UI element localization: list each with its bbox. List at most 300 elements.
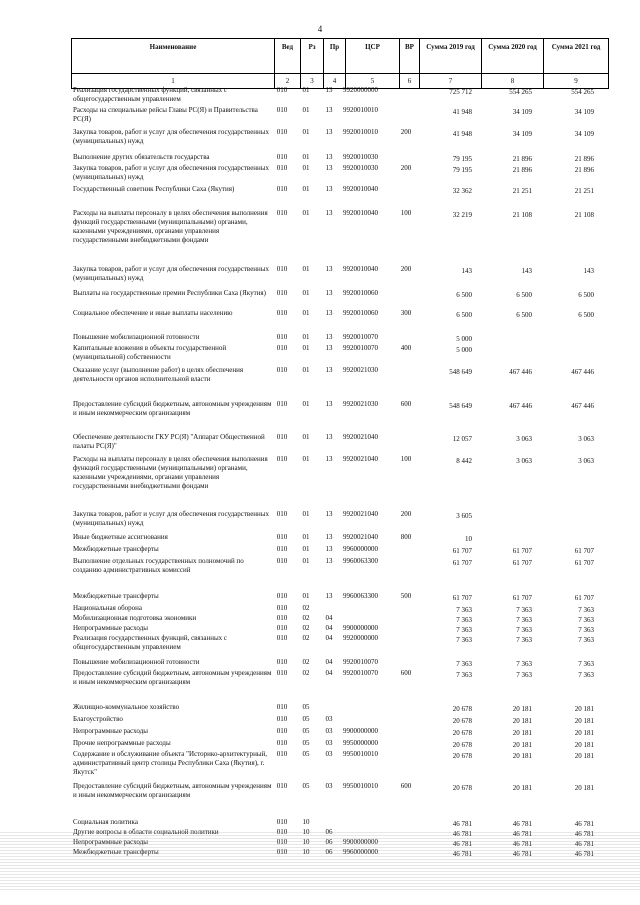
cell-csr: 9960000000 [343, 848, 378, 856]
cell-s19: 32 219 [452, 211, 472, 219]
cell-csr: 9920000000 [343, 86, 378, 94]
cell-s20: 34 109 [512, 108, 532, 116]
cell-s20: 34 109 [512, 130, 532, 138]
cell-csr: 9960063300 [343, 557, 378, 565]
cell-rz: 01 [302, 164, 310, 172]
cell-ved: 010 [276, 614, 288, 622]
cell-csr: 9900000000 [343, 727, 378, 735]
cell-s21: 7 363 [578, 626, 594, 634]
header-2019: Сумма 2019 год [420, 39, 482, 73]
cell-pr: 13 [325, 209, 333, 217]
cell-s19: 20 678 [452, 741, 472, 749]
cell-pr: 03 [325, 739, 333, 747]
cell-pr: 13 [325, 592, 333, 600]
row-name: Выполнение других обязательств государства [73, 153, 210, 161]
cell-s19: 5 000 [456, 335, 472, 343]
col-num: 9 [544, 73, 608, 89]
cell-s19: 46 781 [452, 840, 472, 848]
cell-rz: 01 [302, 533, 310, 541]
cell-vr: 100 [400, 209, 412, 217]
cell-s19: 3 605 [456, 512, 472, 520]
cell-ved: 010 [276, 739, 288, 747]
cell-csr: 9950010010 [343, 750, 378, 758]
cell-s21: 467 446 [571, 368, 594, 376]
cell-csr: 9920010070 [343, 333, 378, 341]
cell-s19: 79 195 [452, 155, 472, 163]
cell-vr: 500 [400, 592, 412, 600]
cell-s19: 6 500 [456, 311, 472, 319]
row-name: Прочие непрограммные расходы [73, 739, 171, 747]
cell-pr: 03 [325, 782, 333, 790]
row-name: Закупка товаров, работ и услуг для обеспечения государственных (муниципальных) нужд [73, 164, 270, 181]
cell-s21: 20 181 [574, 784, 594, 792]
cell-s20: 3 063 [516, 457, 532, 465]
cell-s21: 46 781 [574, 820, 594, 828]
cell-s20: 20 181 [512, 784, 532, 792]
row-name: Благоустройство [73, 715, 123, 723]
cell-rz: 10 [302, 828, 310, 836]
cell-s20: 554 265 [509, 88, 532, 96]
cell-csr: 9920010070 [343, 344, 378, 352]
cell-ved: 010 [276, 455, 288, 463]
cell-ved: 010 [276, 634, 288, 642]
row-name: Предоставление субсидий бюджетным, автономным учреждениям и иным некоммерческим организациям [73, 669, 272, 686]
cell-ved: 010 [276, 750, 288, 758]
cell-rz: 05 [302, 782, 310, 790]
cell-csr: 9920010040 [343, 209, 378, 217]
cell-s21: 61 707 [574, 559, 594, 567]
row-name: Обеспечение деятельности ГКУ РС(Я) "Аппарат Общественной палаты РС(Я)" [73, 433, 265, 450]
cell-s20: 7 363 [516, 616, 532, 624]
cell-s21: 20 181 [574, 717, 594, 725]
cell-rz: 10 [302, 818, 310, 826]
cell-rz: 02 [302, 624, 310, 632]
cell-ved: 010 [276, 400, 288, 408]
cell-s20: 6 500 [516, 311, 532, 319]
cell-s19: 143 [461, 267, 472, 275]
cell-s20: 467 446 [509, 402, 532, 410]
cell-s19: 6 500 [456, 291, 472, 299]
row-name: Мобилизационная подготовка экономики [73, 614, 197, 622]
cell-csr: 9920021040 [343, 510, 378, 518]
cell-pr: 03 [325, 715, 333, 723]
cell-pr: 13 [325, 400, 333, 408]
cell-s20: 21 896 [512, 155, 532, 163]
cell-s19: 548 649 [449, 368, 472, 376]
cell-pr: 03 [325, 750, 333, 758]
cell-csr: 9920010070 [343, 669, 378, 677]
row-name: Содержание и обслуживание объекта "Историко-архитектурный, административный центр столицы Республики Саха (Якутия), г. Якутск" [73, 750, 268, 776]
cell-s19: 61 707 [452, 559, 472, 567]
cell-rz: 01 [302, 289, 310, 297]
cell-s20: 7 363 [516, 636, 532, 644]
row-name: Предоставление субсидий бюджетным, автономным учреждениям и иным некоммерческим организациям [73, 400, 272, 417]
cell-vr: 400 [400, 344, 412, 352]
cell-s19: 46 781 [452, 830, 472, 838]
cell-rz: 05 [302, 715, 310, 723]
cell-s21: 20 181 [574, 705, 594, 713]
cell-s21: 20 181 [574, 729, 594, 737]
cell-s20: 7 363 [516, 626, 532, 634]
cell-s20: 21 896 [512, 166, 532, 174]
cell-s21: 34 109 [574, 108, 594, 116]
cell-pr: 13 [325, 106, 333, 114]
cell-ved: 010 [276, 265, 288, 273]
cell-s20: 46 781 [512, 830, 532, 838]
cell-vr: 300 [400, 309, 412, 317]
cell-s20: 46 781 [512, 850, 532, 858]
cell-s19: 725 712 [449, 88, 472, 96]
cell-csr: 9920010010 [343, 128, 378, 136]
cell-rz: 01 [302, 366, 310, 374]
cell-pr: 06 [325, 828, 333, 836]
row-name: Предоставление субсидий бюджетным, автономным учреждениям и иным некоммерческим организациям [73, 782, 272, 799]
cell-s21: 7 363 [578, 616, 594, 624]
cell-s21: 46 781 [574, 840, 594, 848]
cell-pr: 13 [325, 265, 333, 273]
row-name: Закупка товаров, работ и услуг для обеспечения государственных (муниципальных) нужд [73, 128, 270, 145]
cell-s19: 5 000 [456, 346, 472, 354]
cell-rz: 01 [302, 433, 310, 441]
header-2020: Сумма 2020 год [482, 39, 544, 73]
cell-csr: 9920010030 [343, 153, 378, 161]
cell-pr: 13 [325, 153, 333, 161]
cell-csr: 9920010040 [343, 185, 378, 193]
cell-ved: 010 [276, 185, 288, 193]
cell-s21: 21 108 [574, 211, 594, 219]
cell-s19: 7 363 [456, 671, 472, 679]
cell-rz: 01 [302, 209, 310, 217]
cell-csr: 9920021030 [343, 400, 378, 408]
cell-ved: 010 [276, 164, 288, 172]
cell-rz: 01 [302, 86, 310, 94]
cell-ved: 010 [276, 309, 288, 317]
cell-csr: 9960063300 [343, 592, 378, 600]
cell-csr: 9900000000 [343, 838, 378, 846]
cell-ved: 010 [276, 658, 288, 666]
cell-ved: 010 [276, 344, 288, 352]
cell-ved: 010 [276, 818, 288, 826]
cell-s19: 32 362 [452, 187, 472, 195]
cell-rz: 01 [302, 510, 310, 518]
cell-rz: 01 [302, 128, 310, 136]
cell-s21: 143 [583, 267, 594, 275]
cell-csr: 9920010060 [343, 309, 378, 317]
cell-rz: 05 [302, 739, 310, 747]
cell-s21: 6 500 [578, 311, 594, 319]
row-name: Выплаты на государственные премии Республики Саха (Якутия) [73, 289, 266, 297]
cell-vr: 200 [400, 510, 412, 518]
cell-rz: 05 [302, 703, 310, 711]
cell-s19: 12 057 [452, 435, 472, 443]
cell-s19: 7 363 [456, 616, 472, 624]
row-name: Непрограммные расходы [73, 838, 148, 846]
cell-pr: 04 [325, 614, 333, 622]
cell-s19: 20 678 [452, 705, 472, 713]
cell-csr: 9900000000 [343, 624, 378, 632]
cell-s19: 8 442 [456, 457, 472, 465]
cell-pr: 13 [325, 510, 333, 518]
row-name: Непрограммные расходы [73, 624, 148, 632]
cell-s21: 554 265 [571, 88, 594, 96]
cell-csr: 9920021030 [343, 366, 378, 374]
cell-s21: 34 109 [574, 130, 594, 138]
cell-pr: 13 [325, 128, 333, 136]
cell-s21: 21 251 [574, 187, 594, 195]
cell-s19: 7 363 [456, 626, 472, 634]
cell-ved: 010 [276, 669, 288, 677]
row-name: Межбюджетные трансферты [73, 545, 159, 553]
cell-s19: 79 195 [452, 166, 472, 174]
cell-pr: 04 [325, 634, 333, 642]
cell-s20: 21 251 [512, 187, 532, 195]
cell-vr: 200 [400, 128, 412, 136]
cell-s20: 467 446 [509, 368, 532, 376]
cell-pr: 13 [325, 86, 333, 94]
row-name: Жилищно-коммунальное хозяйство [73, 703, 180, 711]
cell-s20: 20 181 [512, 717, 532, 725]
cell-rz: 10 [302, 848, 310, 856]
cell-vr: 200 [400, 265, 412, 273]
cell-rz: 02 [302, 658, 310, 666]
row-name: Расходы на выплаты персоналу в целях обеспечения выполнения функций государственными (муниципальными) органами, казенными учреждениями, органами управления государственными внебюджетными фондами [73, 209, 268, 244]
cell-pr: 13 [325, 455, 333, 463]
cell-s20: 61 707 [512, 547, 532, 555]
cell-s20: 61 707 [512, 559, 532, 567]
cell-csr: 9920021040 [343, 455, 378, 463]
cell-pr: 06 [325, 848, 333, 856]
row-name: Расходы на выплаты персоналу в целях обеспечения выполнения функций государственными (муниципальными) органами, казенными учреждениями, органами управления государственными внебюджетными фондами [73, 455, 268, 490]
cell-rz: 01 [302, 557, 310, 565]
cell-ved: 010 [276, 106, 288, 114]
cell-ved: 010 [276, 703, 288, 711]
cell-csr: 9920021040 [343, 533, 378, 541]
cell-ved: 010 [276, 848, 288, 856]
cell-pr: 13 [325, 185, 333, 193]
cell-s19: 7 363 [456, 636, 472, 644]
cell-pr: 06 [325, 838, 333, 846]
cell-s21: 7 363 [578, 671, 594, 679]
cell-s21: 21 896 [574, 166, 594, 174]
cell-s21: 46 781 [574, 830, 594, 838]
page-number: 4 [317, 24, 323, 34]
cell-s20: 7 363 [516, 671, 532, 679]
col-num: 2 [275, 73, 301, 89]
cell-ved: 010 [276, 86, 288, 94]
cell-rz: 01 [302, 592, 310, 600]
cell-s19: 46 781 [452, 850, 472, 858]
cell-pr: 13 [325, 333, 333, 341]
cell-s19: 10 [465, 535, 472, 543]
cell-csr: 9920010040 [343, 265, 378, 273]
cell-s19: 20 678 [452, 717, 472, 725]
header-name: Наименование [72, 39, 275, 73]
cell-s20: 20 181 [512, 741, 532, 749]
row-name: Иные бюджетные ассигнования [73, 533, 168, 541]
cell-s19: 20 678 [452, 752, 472, 760]
cell-s19: 61 707 [452, 594, 472, 602]
cell-pr: 13 [325, 366, 333, 374]
cell-vr: 600 [400, 782, 412, 790]
cell-rz: 05 [302, 727, 310, 735]
row-name: Закупка товаров, работ и услуг для обеспечения государственных (муниципальных) нужд [73, 265, 270, 282]
cell-s20: 46 781 [512, 820, 532, 828]
cell-csr: 9920021040 [343, 433, 378, 441]
cell-pr: 04 [325, 658, 333, 666]
cell-vr: 100 [400, 455, 412, 463]
header-vr: ВР [400, 39, 420, 73]
cell-ved: 010 [276, 209, 288, 217]
col-num: 6 [400, 73, 420, 89]
cell-ved: 010 [276, 545, 288, 553]
cell-rz: 02 [302, 669, 310, 677]
cell-ved: 010 [276, 838, 288, 846]
cell-s20: 6 500 [516, 291, 532, 299]
cell-csr: 9920000000 [343, 634, 378, 642]
cell-s21: 7 363 [578, 636, 594, 644]
col-num: 8 [482, 73, 544, 89]
row-name: Выполнение отдельных государственных полномочий по созданию административных комиссий [73, 557, 244, 574]
cell-pr: 13 [325, 289, 333, 297]
cell-s20: 7 363 [516, 606, 532, 614]
cell-rz: 01 [302, 545, 310, 553]
header-csr: ЦСР [346, 39, 400, 73]
cell-rz: 10 [302, 838, 310, 846]
cell-csr: 9920010010 [343, 106, 378, 114]
cell-s19: 20 678 [452, 784, 472, 792]
cell-s19: 548 649 [449, 402, 472, 410]
cell-ved: 010 [276, 510, 288, 518]
cell-rz: 02 [302, 634, 310, 642]
col-num: 5 [346, 73, 400, 89]
header-pr: Пр [324, 39, 346, 73]
row-name: Национальная оборона [73, 604, 142, 612]
cell-s20: 21 108 [512, 211, 532, 219]
cell-s21: 61 707 [574, 547, 594, 555]
header-ved: Вед [275, 39, 301, 73]
cell-s21: 6 500 [578, 291, 594, 299]
cell-ved: 010 [276, 828, 288, 836]
cell-rz: 01 [302, 106, 310, 114]
cell-csr: 9950000000 [343, 739, 378, 747]
col-num: 4 [324, 73, 346, 89]
header-2021: Сумма 2021 год [551, 43, 601, 51]
cell-s21: 467 446 [571, 402, 594, 410]
row-name: Непрограммные расходы [73, 727, 148, 735]
cell-vr: 600 [400, 400, 412, 408]
cell-rz: 01 [302, 333, 310, 341]
row-name: Другие вопросы в области социальной политики [73, 828, 219, 836]
row-name: Капитальные вложения в объекты государственной (муниципальной) собственности [73, 344, 227, 361]
cell-s21: 21 896 [574, 155, 594, 163]
cell-ved: 010 [276, 153, 288, 161]
cell-s20: 3 063 [516, 435, 532, 443]
cell-ved: 010 [276, 128, 288, 136]
cell-vr: 800 [400, 533, 412, 541]
cell-s21: 20 181 [574, 752, 594, 760]
cell-pr: 03 [325, 727, 333, 735]
cell-rz: 01 [302, 344, 310, 352]
table-header [71, 38, 609, 89]
cell-pr: 13 [325, 309, 333, 317]
cell-csr: 9960000000 [343, 545, 378, 553]
cell-ved: 010 [276, 333, 288, 341]
cell-pr: 13 [325, 533, 333, 541]
cell-rz: 01 [302, 400, 310, 408]
cell-rz: 02 [302, 614, 310, 622]
cell-rz: 01 [302, 185, 310, 193]
cell-ved: 010 [276, 433, 288, 441]
row-name: Оказание услуг (выполнение работ) в целях обеспечения деятельности органов исполнительной власти [73, 366, 244, 383]
cell-ved: 010 [276, 604, 288, 612]
cell-ved: 010 [276, 624, 288, 632]
cell-rz: 02 [302, 604, 310, 612]
row-name: Государственный советник Республики Саха (Якутия) [73, 185, 235, 193]
cell-ved: 010 [276, 715, 288, 723]
cell-ved: 010 [276, 782, 288, 790]
cell-s19: 41 948 [452, 108, 472, 116]
cell-ved: 010 [276, 366, 288, 374]
row-name: Межбюджетные трансферты [73, 592, 159, 600]
cell-ved: 010 [276, 727, 288, 735]
scan-noise [0, 832, 640, 892]
row-name: Повышение мобилизационной готовности [73, 333, 200, 341]
cell-s19: 41 948 [452, 130, 472, 138]
cell-s20: 143 [521, 267, 532, 275]
cell-csr: 9950010010 [343, 782, 378, 790]
cell-ved: 010 [276, 557, 288, 565]
row-name: Закупка товаров, работ и услуг для обеспечения государственных (муниципальных) нужд [73, 510, 270, 527]
cell-s20: 20 181 [512, 705, 532, 713]
row-name: Реализация государственных функций, связанных с общегосударственным управлением [73, 86, 228, 103]
cell-ved: 010 [276, 289, 288, 297]
row-name: Межбюджетные трансферты [73, 848, 159, 856]
cell-vr: 600 [400, 669, 412, 677]
col-num: 7 [420, 73, 482, 89]
cell-s20: 46 781 [512, 840, 532, 848]
header-rz: Рз [301, 39, 324, 73]
cell-s20: 20 181 [512, 729, 532, 737]
cell-s21: 61 707 [574, 594, 594, 602]
cell-s21: 46 781 [574, 850, 594, 858]
cell-pr: 13 [325, 557, 333, 565]
row-name: Социальная политика [73, 818, 138, 826]
cell-s21: 7 363 [578, 606, 594, 614]
cell-rz: 01 [302, 455, 310, 463]
cell-csr: 9920010070 [343, 658, 378, 666]
row-name: Повышение мобилизационной готовности [73, 658, 200, 666]
cell-csr: 9920010030 [343, 164, 378, 172]
cell-pr: 13 [325, 344, 333, 352]
cell-s20: 61 707 [512, 594, 532, 602]
cell-s21: 7 363 [578, 660, 594, 668]
cell-ved: 010 [276, 592, 288, 600]
cell-s19: 7 363 [456, 606, 472, 614]
row-name: Социальное обеспечение и иные выплаты населению [73, 309, 233, 317]
cell-s20: 7 363 [516, 660, 532, 668]
cell-s19: 61 707 [452, 547, 472, 555]
cell-vr: 200 [400, 164, 412, 172]
cell-s19: 20 678 [452, 729, 472, 737]
cell-pr: 13 [325, 164, 333, 172]
cell-s20: 20 181 [512, 752, 532, 760]
col-num: 3 [301, 73, 324, 89]
cell-s21: 3 063 [578, 457, 594, 465]
col-num: 1 [72, 73, 275, 89]
cell-s19: 7 363 [456, 660, 472, 668]
cell-rz: 01 [302, 265, 310, 273]
row-name: Расходы на специальные рейсы Главы РС(Я) и Правительства РС(Я) [73, 106, 258, 123]
